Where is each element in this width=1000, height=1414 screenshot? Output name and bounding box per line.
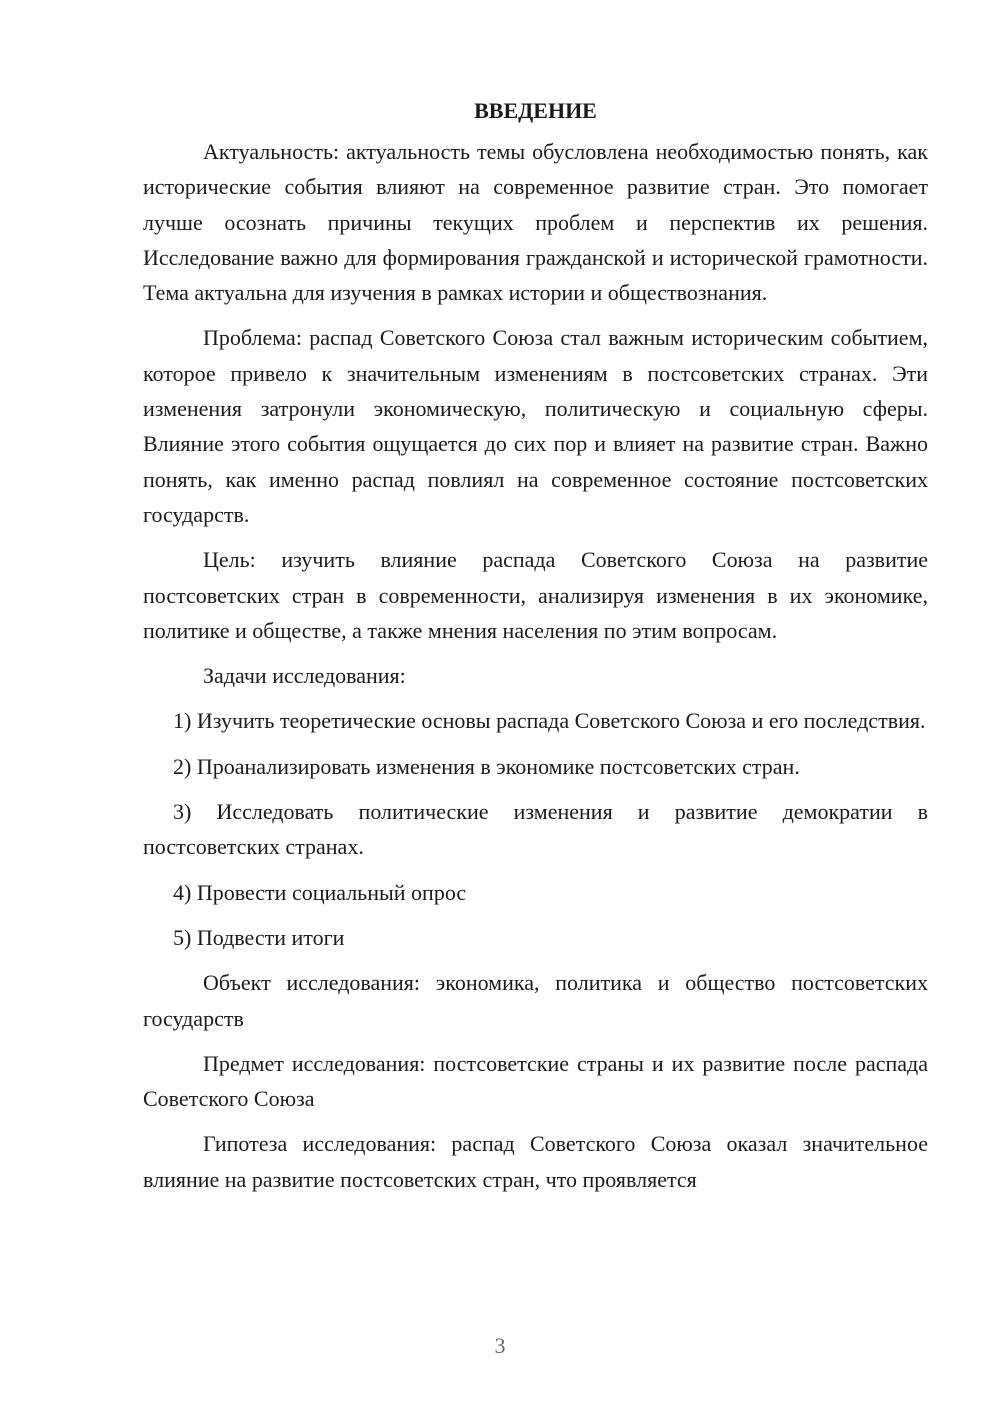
- task-item: 1) Изучить теоретические основы распада Советского Союза и его последствия.: [173, 708, 926, 734]
- page-number: 3: [494, 1333, 506, 1358]
- problem-paragraph: Проблема: распад Советского Союза стал важным историческим событием, которое привело к значительным изменениям в постсоветских странах. Эти изменения затронули экономическую, политическую и социальную сферы. Влияние этого события ощущается до сих пор и влияет на развитие стран. Важно понять, как именно распад повлиял на современное состояние постсоветских государств.: [143, 325, 928, 527]
- goal-paragraph: Цель: изучить влияние распада Советского Союза на развитие постсоветских стран в современности, анализируя изменения в их экономике, политике и обществе, а также мнения населения по этим вопросам.: [143, 547, 928, 643]
- task-item: 2) Проанализировать изменения в экономике постсоветских стран.: [173, 753, 800, 779]
- section-heading: ВВЕДЕНИЕ: [474, 98, 597, 123]
- subject-paragraph: Предмет исследования: постсоветские страны и их развитие после распада Советского Союза: [143, 1050, 928, 1112]
- hypothesis-paragraph: Гипотеза исследования: распад Советского Союза оказал значительное влияние на развитие постсоветских стран, что проявляется: [143, 1131, 928, 1192]
- relevance-paragraph: Актуальность: актуальность темы обусловлена необходимостью понять, как исторические события влияют на современное развитие стран. Это помогает лучше осознать причины текущих проблем и перспектив их решения. Исследование важно для формирования гражданской и исторической грамотности. Тема актуальна для изучения в рамках истории и обществознания.: [143, 139, 928, 306]
- task-item: 3) Исследовать политические изменения и развитие демократии в постсоветских странах.: [143, 799, 928, 860]
- task-item: 4) Провести социальный опрос: [173, 879, 467, 905]
- object-paragraph: Объект исследования: экономика, политика и общество постсоветских государств: [143, 970, 928, 1031]
- tasks-title: Задачи исследования:: [203, 663, 406, 689]
- task-item: 5) Подвести итоги: [173, 924, 345, 950]
- document-page: [143, 96, 928, 1207]
